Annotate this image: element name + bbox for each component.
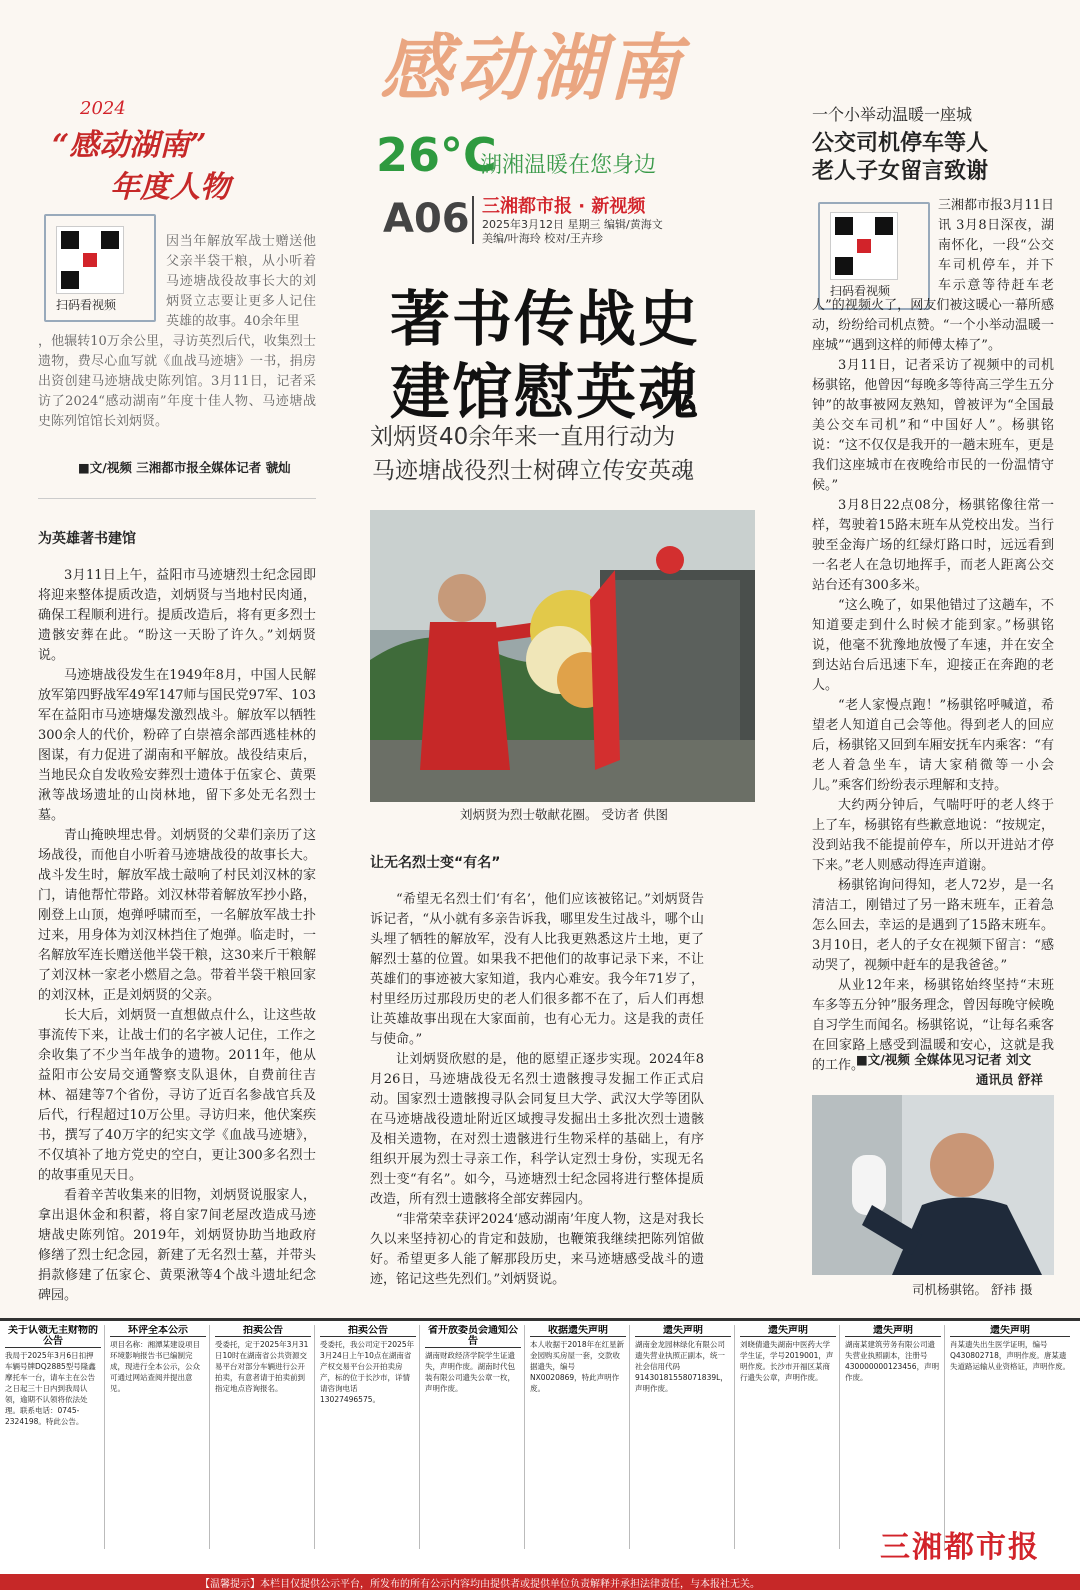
classified-head: 省开放委员会通知公告 bbox=[425, 1325, 521, 1348]
paragraph: 让刘炳贤欣慰的是，他的愿望正逐步实现。2024年8月26日，马迹塘战役无名烈士遗骸搜寻发掘工作正式启动。国家烈士遗骸搜寻队会同复旦大学、武汉大学等团队在马迹塘战役遗址附近区域搜寻发掘出土多批次烈士遗骸及相关遗物，在对烈士遗骸进行生物采样的基础上，有序组织开展为烈士寻亲工作，科学认定烈士身份，实现无名烈士变“有名”。如今，马迹塘烈士纪念园将进行整体提质改造，所有烈士遗骸将全部安葬园内。 bbox=[370, 1052, 704, 1207]
classified-text: 我局于2025年3月6日扣押车辆号牌DQ2885型号隆鑫摩托车一台，请车主在公告之日起三十日内到我局认领，逾期不认领将依法处理。联系电话：0745-2324198。特此公告。 bbox=[5, 1351, 96, 1426]
classified-ad bbox=[632, 1325, 735, 1549]
classified-text: 本人收据于2018年在红星新金园购买房屋一套，交款收据遗失，编号NX0020869，特此声明作废。 bbox=[530, 1340, 625, 1393]
paragraph: “老人家慢点跑！”杨骐铭呼喊道，希望老人知道自己会等他。得到老人的回应后，杨骐铭又回到车厢安抚车内乘客：“有老人着急坐车，请大家稍微等一小会儿。”乘客们纷纷表示理解和支持。 bbox=[812, 698, 1054, 793]
paragraph: 3月11日，记者采访了视频中的司机杨骐铭，他曾因“每晚多等待高三学生五分钟”的故事被网友熟知，曾被评为“全国最美公交车司机”和“中国好人”。杨骐铭说：“这不仅仅是我开的一趟末班车，更是我们这座城市在夜晚给市民的一份温情守候。” bbox=[812, 358, 1054, 493]
paragraph: “这么晚了，如果他错过了这趟车，不知道要走到什么时候才能到家。”杨骐铭说，他毫不犹豫地放慢了车速，并在安全到达站台后迅速下车，迎接正在奔跑的老人。 bbox=[812, 598, 1054, 693]
classified-text: 刘晓倩遗失湖南中医药大学学生证，学号2019001，声明作废。长沙市开福区某商行遗失公章，声明作废。 bbox=[740, 1340, 834, 1382]
classified-text: 湖南金龙园林绿化有限公司遗失营业执照正副本，统一社会信用代码91430181558071839L，声明作废。 bbox=[635, 1340, 728, 1393]
paragraph: 三湘都市报3月11日讯 3月8日深夜，湖南怀化，一段“公交车司机停车，并下车示意等待赶车老人”的视频火了，网友们被这暖心一幕所感动，纷纷给司机点赞。“一个小举动温暖一座城”“遇到这样的师傅太棒了”。 bbox=[812, 198, 1054, 353]
paragraph: 3月8日22点08分，杨骐铭像往常一样，驾驶着15路末班车从党校出发。当行驶至金海广场的红绿灯路口时，远远看到一名老人在急切地挥手，而老人距离公交站台还有300多米。 bbox=[812, 498, 1054, 593]
deck-line: 刘炳贤40余年来一直用行动为 bbox=[370, 424, 676, 450]
right-byline: ■文/视频 全媒体见习记者 刘文 bbox=[856, 1052, 1032, 1067]
classified-text: 受委托，我公司定于2025年3月24日上午10点在湖南省产权交易平台公开拍卖房产，标的位于长沙市，详情请咨询电话13027496575。 bbox=[320, 1340, 415, 1404]
classified-ad bbox=[317, 1325, 420, 1549]
qr-code-icon[interactable] bbox=[56, 226, 124, 294]
divider bbox=[38, 498, 316, 499]
classified-head: 拍卖公告 bbox=[320, 1325, 416, 1337]
main-headline-2: 建馆慰英魂 bbox=[390, 358, 700, 428]
photo-caption-2: 司机杨骐铭。 舒祎 摄 bbox=[912, 1282, 1033, 1297]
classified-head: 遗失声明 bbox=[740, 1325, 836, 1337]
classified-head: 环评全本公示 bbox=[110, 1325, 206, 1337]
classified-ad bbox=[527, 1325, 630, 1549]
classified-head: 遗失声明 bbox=[845, 1325, 941, 1337]
main-headline: 著书传战史 bbox=[390, 285, 700, 355]
classified-ad bbox=[212, 1325, 315, 1549]
photo-wreath-illustration bbox=[370, 510, 755, 802]
classified-text: 受委托，定于2025年3月31日10时在湖南省公共资源交易平台对部分车辆进行公开拍卖，有意者请于拍卖前到指定地点咨询报名。 bbox=[215, 1340, 309, 1393]
footer-note: 【温馨提示】本栏目仅提供公示平台，所发布的所有公示内容均由提供者或提供单位负责解释并承担法律责任，与本报社无关。 bbox=[200, 1579, 760, 1590]
divider bbox=[472, 196, 474, 244]
classified-text: 肖某遗失出生医学证明，编号Q430802718，声明作废。唐某遗失道路运输从业资格证，声明作废。 bbox=[950, 1340, 1070, 1371]
paragraph: “希望无名烈士们‘有名’，他们应该被铭记。”刘炳贤告诉记者，“从小就有多亲告诉我，哪里发生过战斗，哪个山头埋了牺牲的解放军，没有人比我更熟悉这片土地，更了解烈士墓的位置。如果我不把他们的故事记录下来，不让英雄们的事迹被大家知道，我内心难安。我今年71岁了，村里经历过那段历史的老人们很多都不在了，后人们再想让英雄故事出现在大家面前，也有心无力。这是我的责任与使命。” bbox=[370, 892, 704, 1047]
qr-float-spacer bbox=[812, 196, 938, 294]
paragraph: 杨骐铭询问得知，老人72岁，是一名清洁工，刚错过了另一路末班车，正着急怎么回去，幸运的是遇到了15路末班车。3月10日，老人的子女在视频下留言：“感动哭了，视频中赶车的是我爸爸。” bbox=[812, 878, 1054, 973]
paragraph: 看着辛苦收集来的旧物，刘炳贤说服家人，拿出退休金和积蓄，将自家7间老屋改造成马迹塘战史陈列馆。2019年，刘炳贤协助当地政府修缮了烈士纪念园，新建了无名烈士墓，并带头捐款修建了伍家仑、黄栗湫等4个战斗遗址纪念碑园。 bbox=[38, 1188, 316, 1303]
right-headline-2: 老人子女留言致谢 bbox=[812, 159, 989, 184]
newspaper-brand: 三湘都市报 · 新视频 bbox=[482, 196, 646, 217]
issue-meta-staff: 美编/叶海玲 校对/王卉珍 bbox=[482, 232, 603, 245]
middle-subhead: 让无名烈士变“有名” bbox=[370, 855, 501, 871]
issue-meta-date: 2025年3月12日 星期三 编辑/黄海文 bbox=[482, 218, 663, 231]
lead-text-part: 因当年解放军战士赠送他父亲半袋干粮，从小听着马迹塘战役故事长大的刘炳贤立志要让更多人记住英雄的故事。40余年里 bbox=[166, 234, 316, 329]
photo-driver bbox=[812, 1095, 1054, 1275]
left-article-body bbox=[38, 566, 316, 1306]
right-article-body bbox=[812, 196, 1054, 1076]
award-title: “感动湖南” bbox=[52, 128, 207, 163]
classified-head: 收据遗失声明 bbox=[530, 1325, 626, 1337]
temperature-label: 26°C bbox=[376, 128, 497, 182]
classified-text: 湖南某建筑劳务有限公司遗失营业执照副本，注册号430000000123456，声明作废。 bbox=[845, 1340, 940, 1382]
newspaper-logo: 三湘都市报 bbox=[880, 1530, 1040, 1565]
classified-ad bbox=[737, 1325, 840, 1549]
award-title-2: 年度人物 bbox=[110, 170, 230, 205]
classified-ad bbox=[2, 1325, 105, 1549]
left-byline: ■文/视频 三湘都市报全媒体记者 虢灿 bbox=[78, 460, 291, 475]
classified-ad bbox=[422, 1325, 525, 1549]
paragraph: 从业12年来，杨骐铭始终坚持“末班车多等五分钟”服务理念，曾因每晚守候晚自习学生而闻名。杨骐铭说，“让每名乘客在回家路上感受到温暖和安心，这就是我的工作。” bbox=[812, 978, 1054, 1073]
right-byline-2: 通讯员 舒祥 bbox=[976, 1072, 1043, 1087]
lead-text: ，他辗转10万余公里，寻访英烈后代，收集烈士遗物，费尽心血写就《血战马迹塘》一书，捐房出资创建马迹塘战史陈列馆。3月11日，记者采访了2024“感动湖南”年度十佳人物、马迹塘战史陈列馆馆长刘炳贤。 bbox=[38, 334, 316, 429]
award-year: 2024 bbox=[80, 98, 126, 119]
left-subhead: 为英雄著书建馆 bbox=[38, 531, 136, 547]
paragraph: 长大后，刘炳贤一直想做点什么，让这些故事流传下来，让战士们的名字被人记住，工作之余收集了不少当年战争的遗物。2011年，他从益阳市公安局交通警察支队退休，自费前往吉林、福建等7个省份，寻访了近百名参战官兵及后代，行程超过10万公里。寻访归来，他伏案疾书，撰写了40万字的纪实文学《血战马迹塘》，不仅填补了地方党史的空白，更让300多名烈士的故事重见天日。 bbox=[38, 1008, 316, 1183]
middle-article-body bbox=[370, 890, 704, 1290]
classified-text: 湖南财政经济学院学生证遗失，声明作废。湖南时代包装有限公司遗失公章一枚，声明作废。 bbox=[425, 1351, 515, 1393]
photo-driver-illustration bbox=[812, 1095, 1054, 1275]
paragraph: 青山掩映埋忠骨。刘炳贤的父辈们亲历了这场战役，而他自小听着马迹塘战役的故事长大。战斗发生时，解放军战士敲响了村民刘汉林的家门，请他帮忙带路。刘汉林带着解放军抄小路，刚登上山顶，炮弹呼啸而至，一名解放军战士扑过来，用身体为刘汉林挡住了炮弹。临走时，一名解放军连长赠送他半袋干粮，这30来斤干粮解了刘汉林一家老小燃眉之急。带着半袋干粮回家的刘汉林，正是刘炳贤的父亲。 bbox=[38, 828, 316, 1003]
classified-head: 遗失声明 bbox=[635, 1325, 731, 1337]
right-kicker: 一个小举动温暖一座城 bbox=[812, 105, 973, 124]
tagline: 湖湘温暖在您身边 bbox=[480, 153, 657, 178]
classified-head: 关于认领无主财物的公告 bbox=[5, 1325, 101, 1348]
classified-ad bbox=[107, 1325, 210, 1549]
classified-text: 项目名称：湘潭某建设项目环境影响报告书已编制完成，现进行全本公示，公众可通过网站查阅并提出意见。 bbox=[110, 1340, 200, 1393]
deck-line-2: 马迹塘战役烈士树碑立传安英魂 bbox=[372, 458, 694, 484]
paragraph: 大约两分钟后，气喘吁吁的老人终于上了车，杨骐铭有些歉意地说：“按规定，没到站我不能提前停车，所以开进站才停下来。”老人则感动得连声道谢。 bbox=[812, 798, 1054, 873]
photo-caption: 刘炳贤为烈士敬献花圈。 受访者 供图 bbox=[460, 807, 668, 822]
classified-head: 遗失声明 bbox=[950, 1325, 1070, 1337]
classified-ad bbox=[947, 1325, 1073, 1549]
section-title: 感动湖南 bbox=[380, 25, 685, 110]
right-headline: 公交司机停车等人 bbox=[812, 131, 989, 156]
paragraph: 马迹塘战役发生在1949年8月，中国人民解放军第四野战军49军147师与国民党97军、103军在益阳市马迹塘爆发激烈战斗。解放军以牺牲300余人的代价，粉碎了白崇禧余部西逃桂林的图谋，有力促进了湖南和平解放。战役结束后，当地民众自发收殓安葬烈士遗体于伍家仑、黄栗湫等战场遗址的山岗林地，留下多处无名烈士墓。 bbox=[38, 668, 316, 823]
page-number: A06 bbox=[383, 196, 470, 242]
qr-caption: 扫码看视频 bbox=[56, 298, 117, 312]
qr-caption: 扫码看视频 bbox=[830, 284, 891, 298]
paragraph: “非常荣幸获评2024‘感动湖南’年度人物，这是对我长久以来坚持初心的肯定和鼓励，也鞭策我继续把陈列馆做好。希望更多人能了解那段历史，来马迹塘感受战斗的遗迹，铭记这些先烈们。”刘炳贤说。 bbox=[370, 1212, 704, 1287]
classified-head: 拍卖公告 bbox=[215, 1325, 311, 1337]
classified-ad bbox=[842, 1325, 945, 1549]
paragraph: 3月11日上午，益阳市马迹塘烈士纪念园即将迎来整体提质改造，刘炳贤与当地村民肉通，确保工程顺利进行。提质改造后，将有更多烈士遗骸安葬在此。“盼这一天盼了许久。”刘炳贤说。 bbox=[38, 568, 316, 663]
photo-wreath bbox=[370, 510, 755, 802]
